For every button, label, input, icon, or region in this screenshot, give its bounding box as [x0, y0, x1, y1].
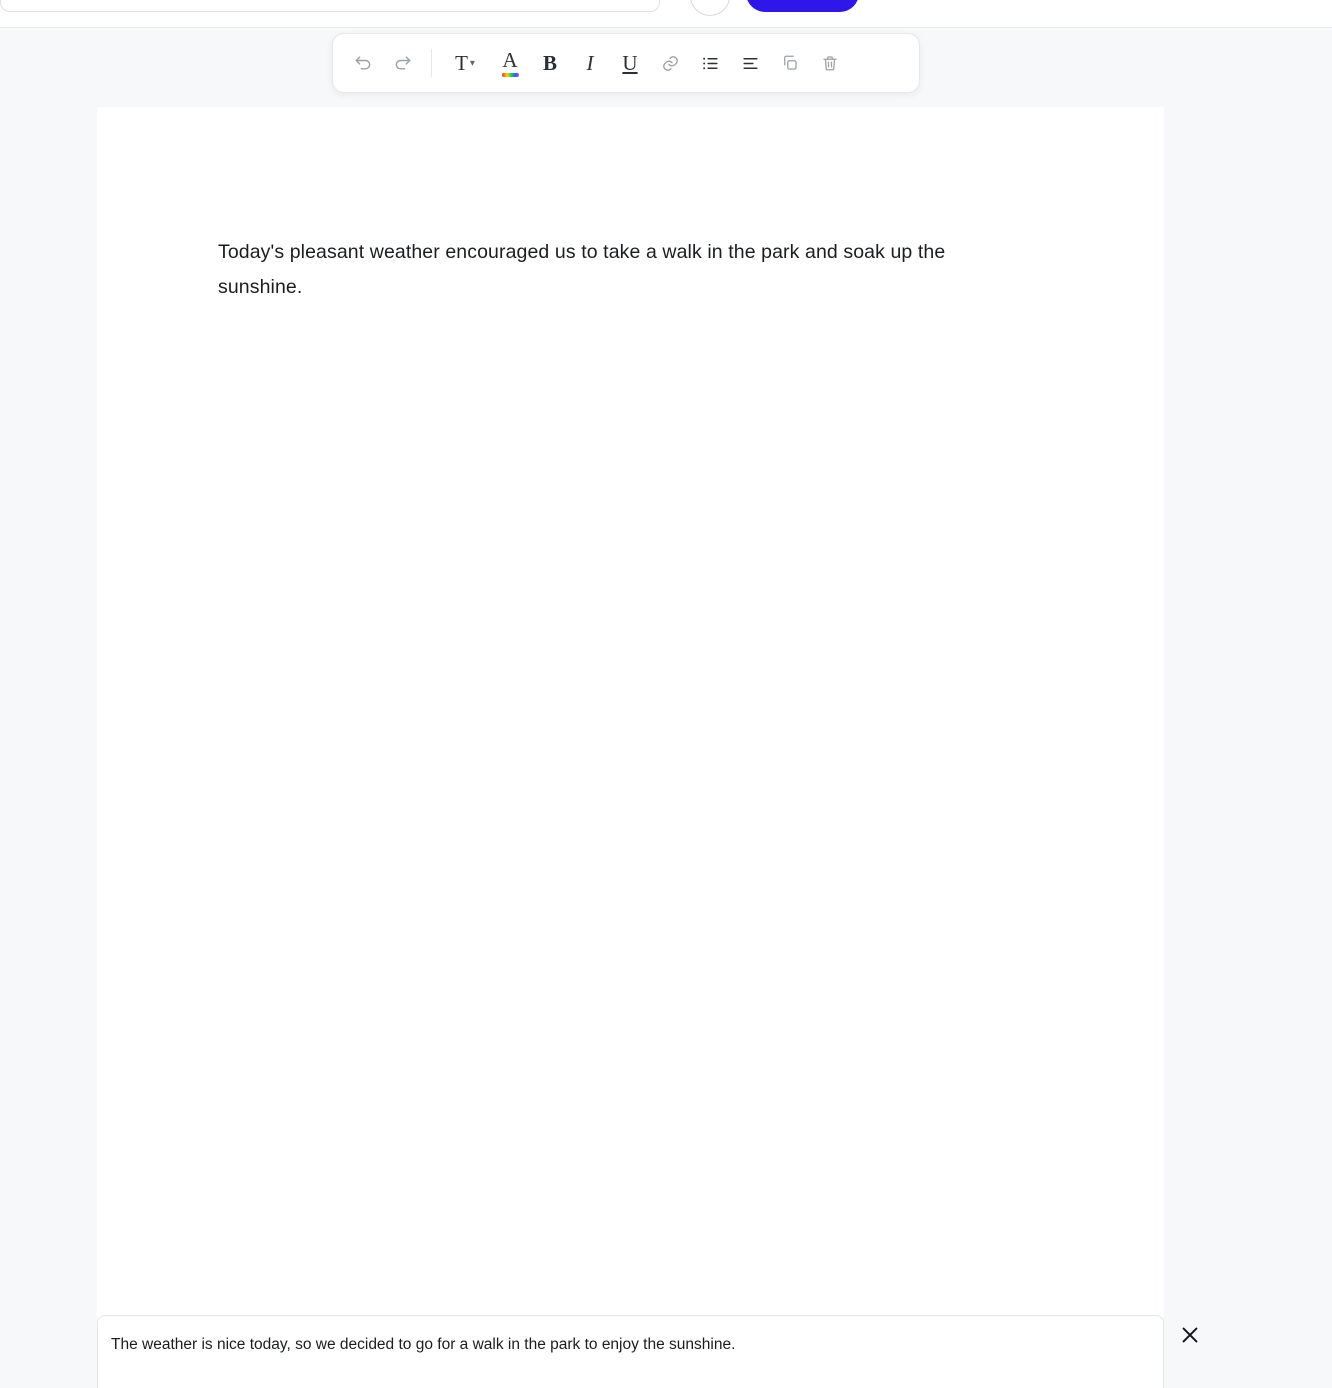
- copy-icon[interactable]: [770, 43, 810, 83]
- link-icon[interactable]: [650, 43, 690, 83]
- chevron-down-icon: ▾: [469, 57, 475, 69]
- source-text: The weather is nice today, so we decided to go for a walk in the park to enjoy the sunshine.: [111, 1336, 736, 1353]
- bulleted-list-icon[interactable]: [690, 43, 730, 83]
- close-icon[interactable]: [1173, 1318, 1207, 1352]
- bold-label: B: [542, 50, 557, 75]
- top-bar: [0, 0, 1332, 28]
- formatting-toolbar: [332, 33, 920, 93]
- underline-icon[interactable]: [610, 43, 650, 83]
- italic-label: I: [586, 50, 594, 75]
- document-body-text[interactable]: Today's pleasant weather encouraged us to take a walk in the park and soak up the sunshine.: [218, 241, 946, 298]
- bold-icon[interactable]: [530, 43, 570, 83]
- undo-icon[interactable]: [343, 43, 383, 83]
- avatar[interactable]: [690, 0, 730, 16]
- primary-action-button[interactable]: [746, 0, 859, 12]
- align-left-icon[interactable]: [730, 43, 770, 83]
- font-color-icon[interactable]: [490, 43, 530, 83]
- text-style-icon[interactable]: [440, 43, 490, 83]
- underline-label: U: [622, 50, 638, 75]
- delete-icon[interactable]: [810, 43, 850, 83]
- redo-icon[interactable]: [383, 43, 423, 83]
- italic-icon[interactable]: [570, 43, 610, 83]
- search-input[interactable]: [0, 0, 660, 12]
- toolbar-divider: [431, 49, 432, 77]
- document-page[interactable]: [97, 107, 1164, 1318]
- text-style-label: T: [455, 50, 468, 75]
- source-text-panel[interactable]: [97, 1315, 1164, 1388]
- color-swatch: [502, 73, 519, 77]
- font-color-label: A: [502, 47, 518, 72]
